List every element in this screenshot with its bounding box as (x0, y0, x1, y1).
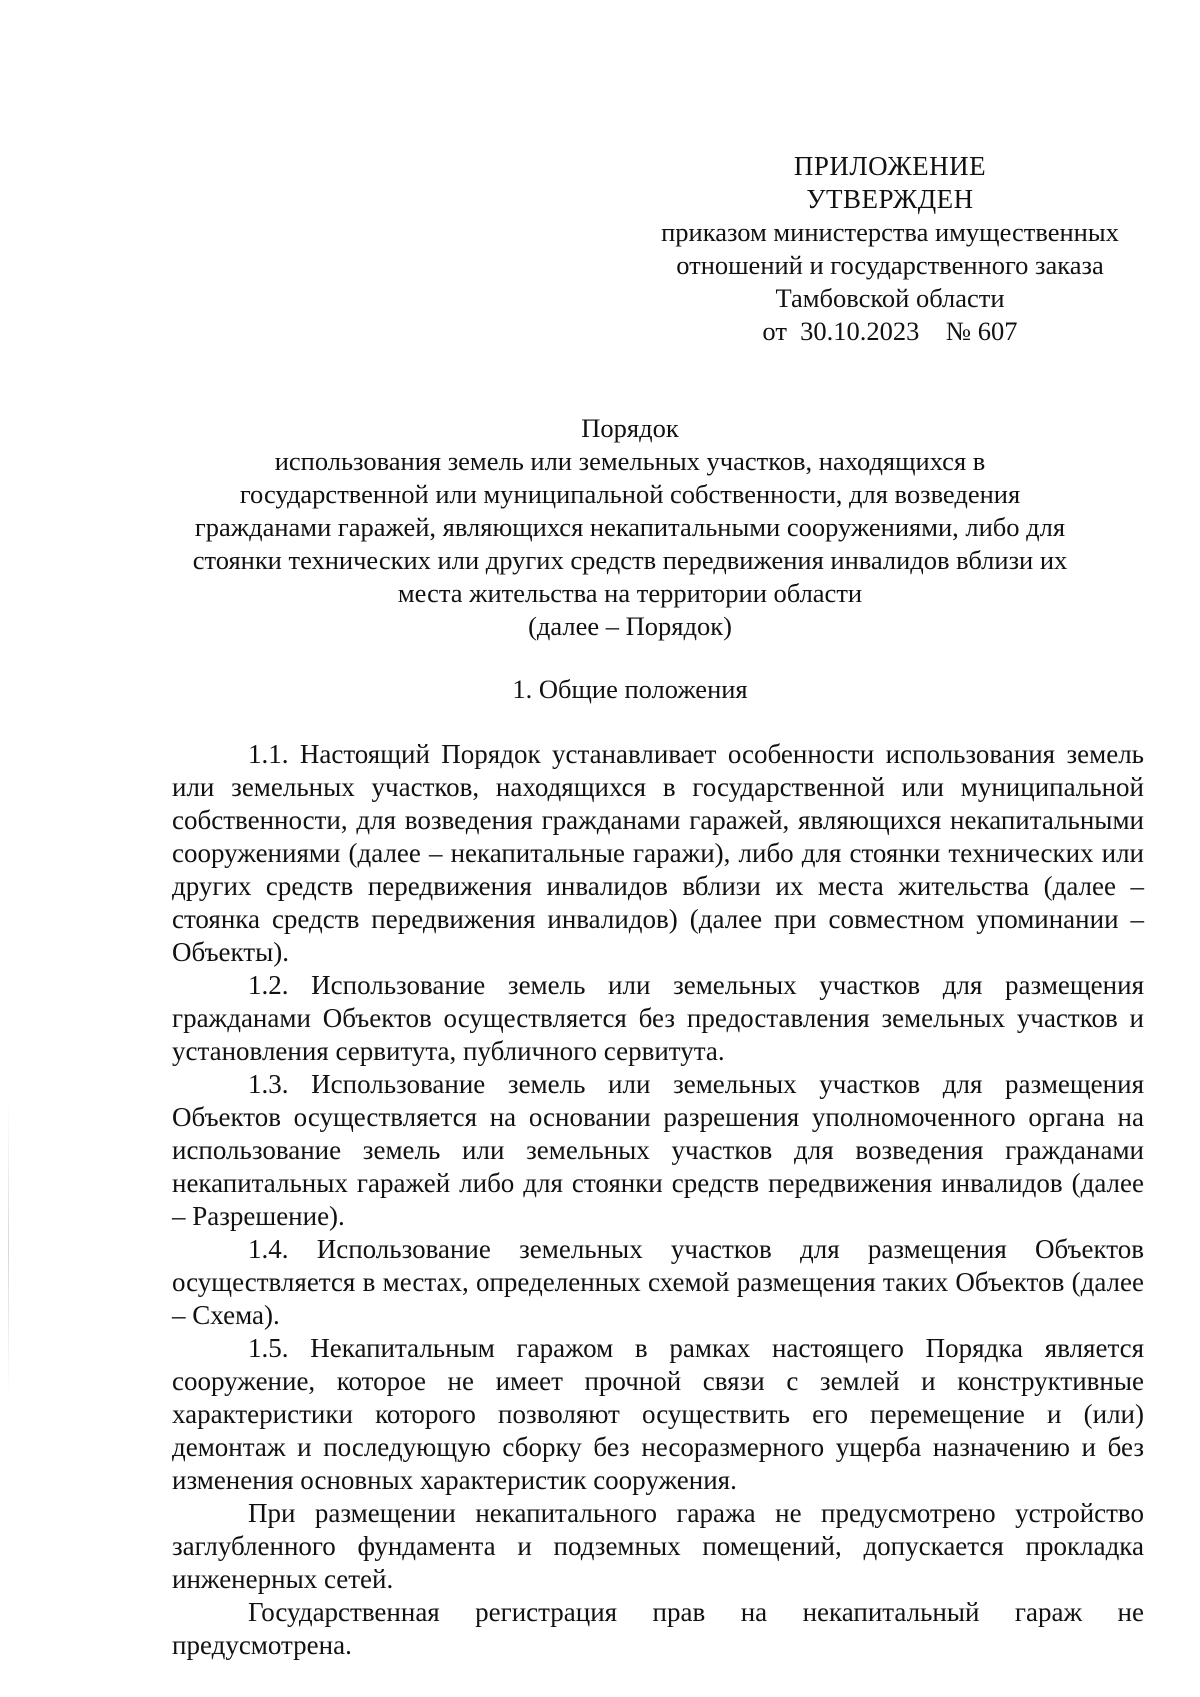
document-title-note: (далее – Порядок) (528, 611, 732, 641)
document-title-line: места жительства на территории области (397, 578, 863, 608)
approval-stamp-block (630, 150, 1150, 348)
document-title-line: использования земель или земельных участков, находящихся в (274, 446, 986, 476)
document-title-heading: Порядок (581, 413, 679, 443)
paragraph-1-1: 1.1. Настоящий Порядок устанавливает особенности использования земель или земельных участков, находящихся в государственной или муниципальной собственности, для возведения гражданами гаражей, являющихся некапитальными сооружениями (далее – некапитальные гаражи), либо для стоянки технических или других средств передвижения инвалидов вблизи их места жительства (далее – стоянка средств передвижения инвалидов) (далее при совместном упоминании – Объекты). (172, 739, 1144, 967)
approval-line-region: Тамбовской области (775, 283, 1005, 313)
paragraph-1-2: 1.2. Использование земель или земельных участков для размещения гражданами Объектов осуществляется без предоставления земельных участков и установления сервитута, публичного сервитута. (172, 970, 1144, 1066)
approval-line-order: приказом министерства имущественных (661, 217, 1119, 247)
document-title-block (160, 412, 1100, 643)
scan-edge-mark (8, 1100, 9, 1400)
section-body (172, 738, 1144, 1662)
appendix-label: ПРИЛОЖЕНИЕ (793, 151, 987, 181)
section-heading: 1. Общие положения (512, 674, 748, 704)
document-title-line: стоянки технических или других средств передвижения инвалидов вблизи их (192, 545, 1068, 575)
paragraph-foundation: При размещении некапитального гаража не предусмотрено устройство заглубленного фундамента и подземных помещений, допускается прокладка инженерных сетей. (172, 1498, 1144, 1594)
document-title-line: гражданами гаражей, являющихся некапитальными сооружениями, либо для (194, 512, 1066, 542)
paragraph-1-5: 1.5. Некапитальным гаражом в рамках настоящего Порядка является сооружение, которое не имеет прочной связи с землей и конструктивные характеристики которого позволяют осуществить его перемещение и (или) демонтаж и последующую сборку без несоразмерного ущерба назначению и без изменения основных характеристик сооружения. (172, 1333, 1144, 1495)
document-title-line: государственной или муниципальной собственности, для возведения (239, 479, 1021, 509)
approval-line-ministry: отношений и государственного заказа (676, 250, 1104, 280)
approved-label: УТВЕРЖДЕН (806, 184, 974, 214)
paragraph-1-4: 1.4. Использование земельных участков для размещения Объектов осуществляется в местах, определенных схемой размещения таких Объектов (далее – Схема). (172, 1234, 1144, 1330)
paragraph-registration: Государственная регистрация прав на некапитальный гараж не предусмотрена. (172, 1597, 1144, 1660)
approval-date-number: от 30.10.2023 № 607 (762, 316, 1018, 346)
paragraph-1-3: 1.3. Использование земель или земельных участков для размещения Объектов осуществляется на основании разрешения уполномоченного органа на использование земель или земельных участков для возведения гражданами некапитальных гаражей либо для стоянки средств передвижения инвалидов (далее – Разрешение). (172, 1069, 1144, 1231)
